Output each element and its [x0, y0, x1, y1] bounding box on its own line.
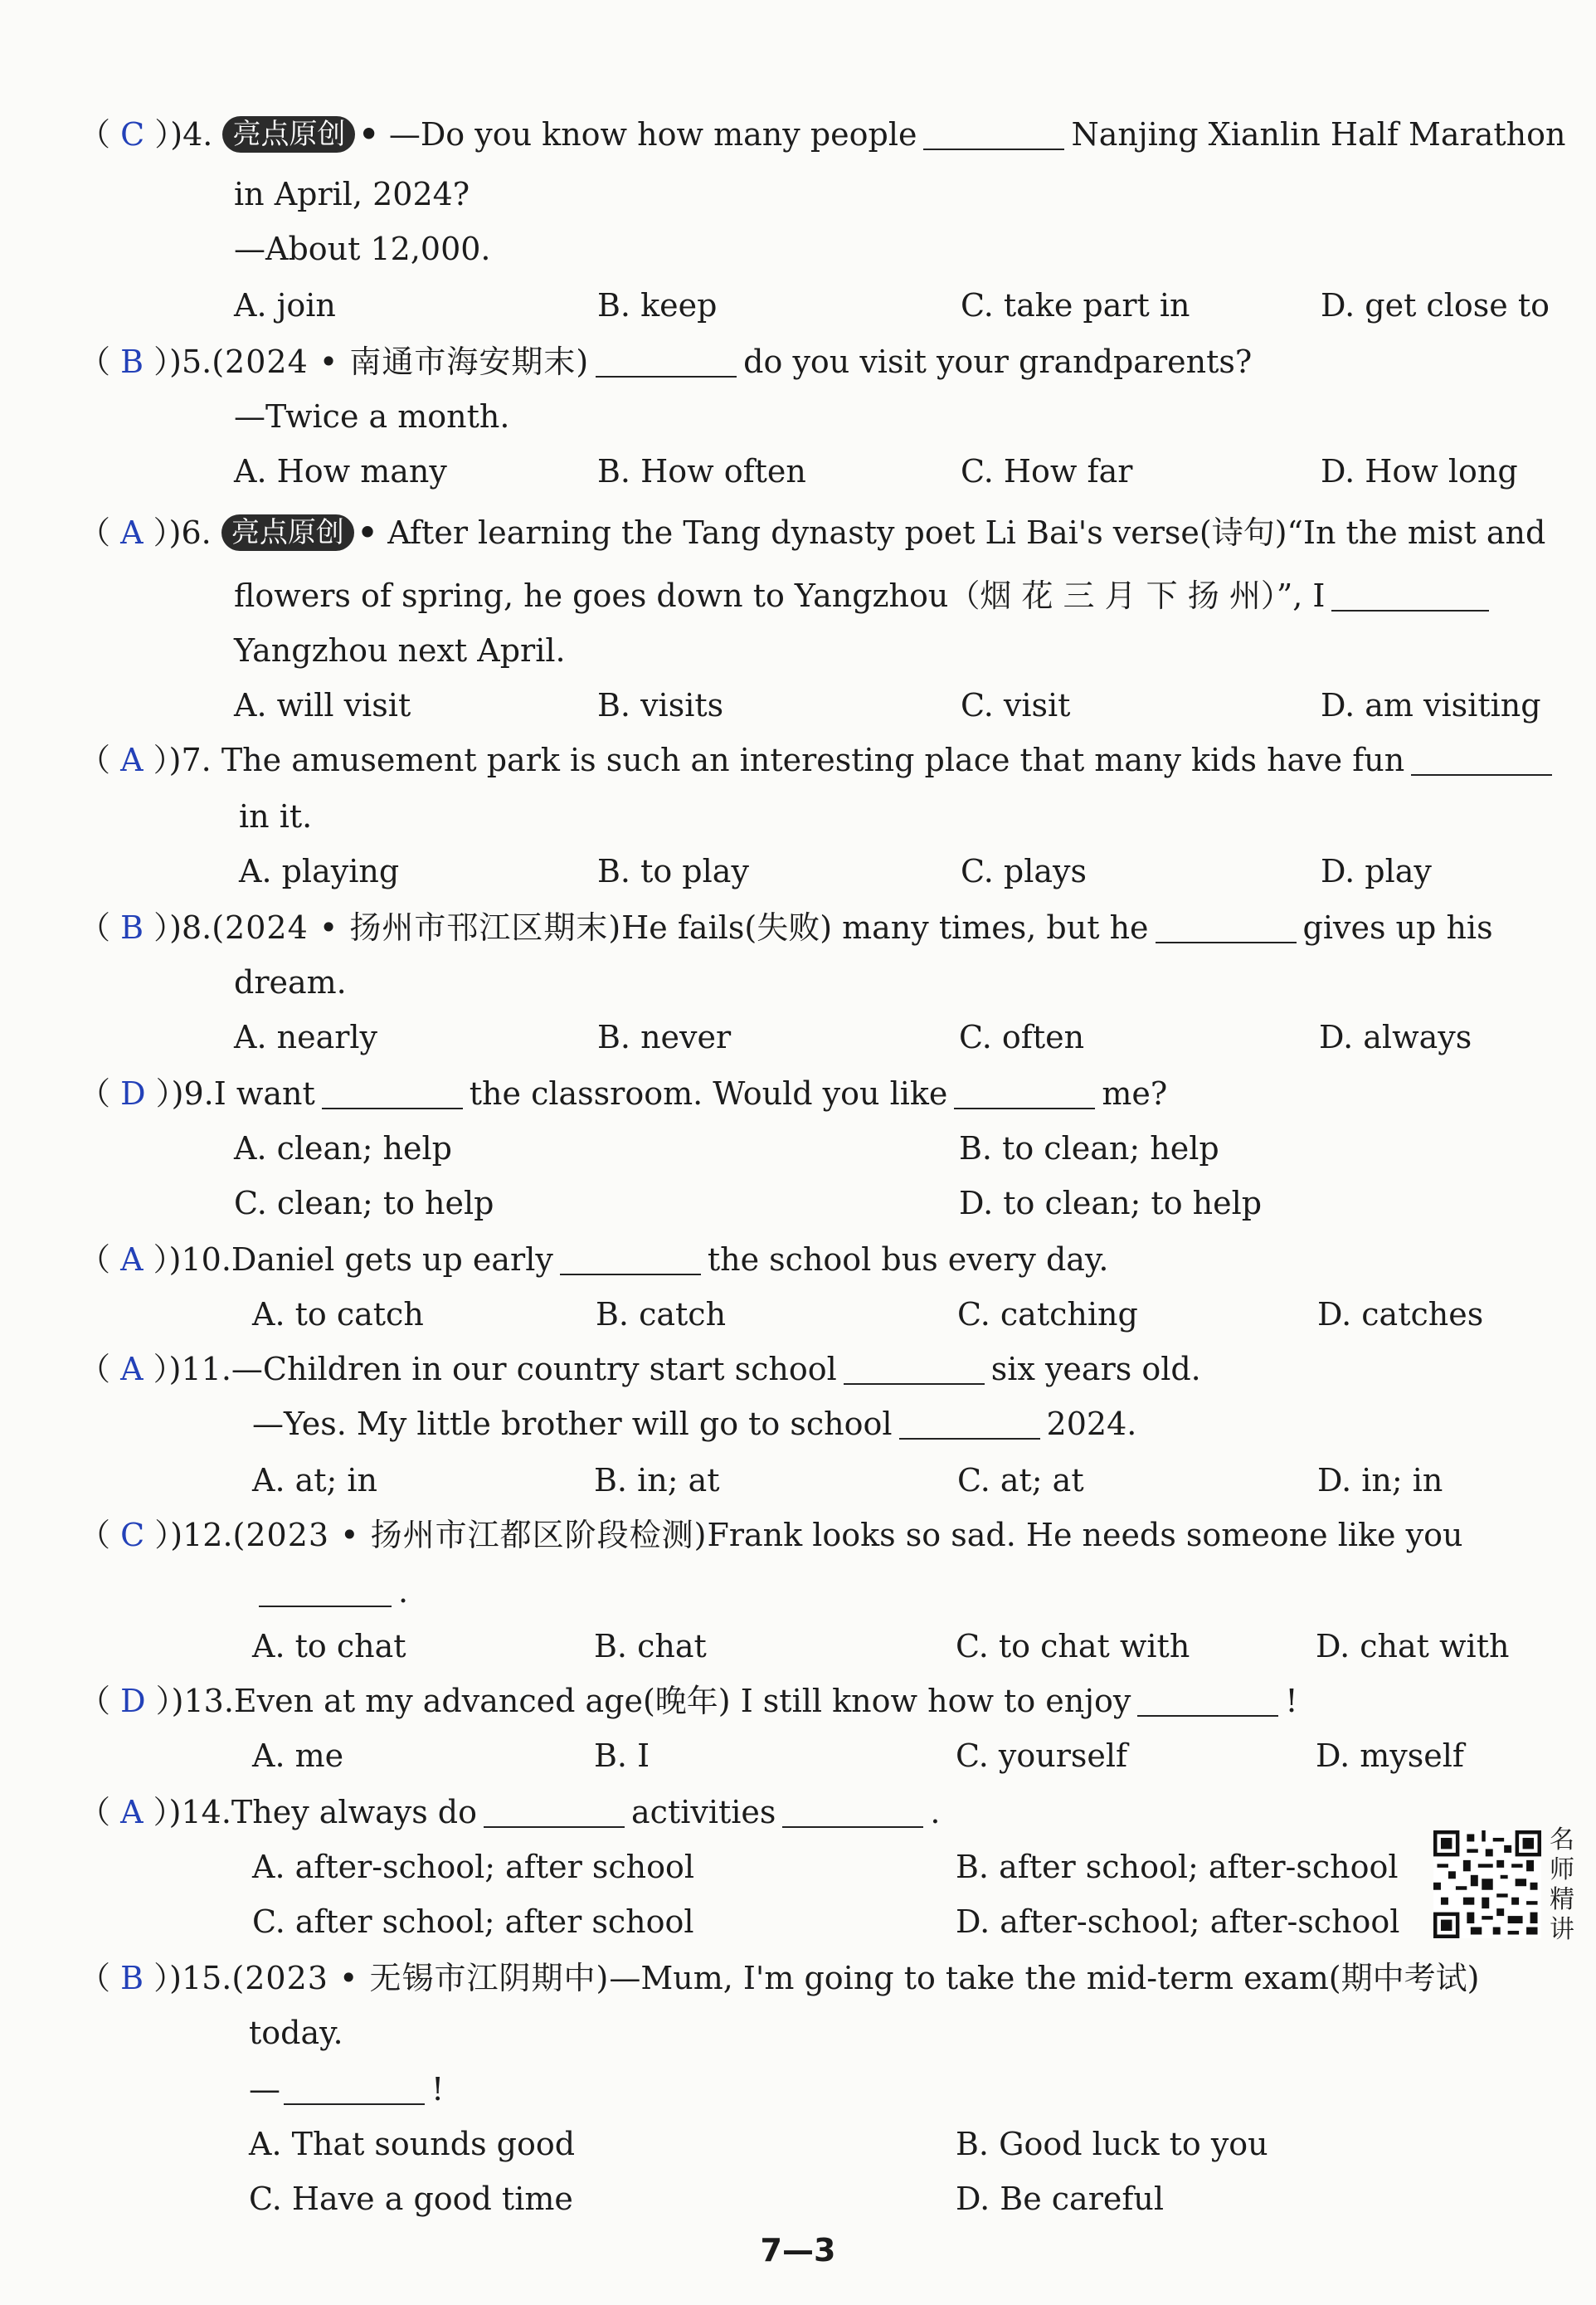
- question-12-line2: .: [252, 1570, 408, 1613]
- option-d[interactable]: D. myself: [1316, 1737, 1464, 1774]
- question-number: )15.: [169, 1960, 232, 1996]
- answer-letter: A: [120, 742, 144, 778]
- option-c[interactable]: C. catching: [957, 1296, 1138, 1333]
- question-number: )5.: [169, 344, 212, 380]
- answer-blank[interactable]: [284, 2070, 425, 2105]
- question-5: （ B ）)5.(2024 • 南通市海安期末) do you visit your grandparents?: [79, 344, 1253, 380]
- option-d[interactable]: D. am visiting: [1321, 687, 1541, 724]
- question-10: （ A ）)10.Daniel gets up early the school bus every day.: [79, 1241, 1109, 1278]
- question-15-line3: — !: [249, 2071, 445, 2108]
- option-c[interactable]: C. yourself: [956, 1737, 1128, 1774]
- option-a[interactable]: A. That sounds good: [249, 2126, 576, 2162]
- answer-letter: A: [120, 1351, 144, 1387]
- question-7: （ A ）)7. The amusement park is such an interesting place that many kids have fun: [79, 738, 1559, 782]
- option-b[interactable]: B. in; at: [594, 1462, 720, 1498]
- question-11: （ A ）)11.—Children in our country start school six years old.: [79, 1351, 1201, 1387]
- option-b[interactable]: B. Good luck to you: [956, 2126, 1268, 2162]
- question-6-line3: Yangzhou next April.: [234, 632, 566, 669]
- question-source: (2024 • 南通市海安期末): [212, 344, 590, 380]
- answer-letter: A: [120, 514, 144, 551]
- question-11-line2: —Yes. My little brother will go to school 2024.: [252, 1406, 1137, 1442]
- question-number: )4.: [170, 116, 213, 153]
- answer-letter: D: [120, 1683, 146, 1719]
- option-b[interactable]: B. chat: [594, 1628, 707, 1664]
- question-number: )11.: [168, 1351, 231, 1387]
- highlight-tag: 亮点原创: [222, 116, 355, 153]
- option-a[interactable]: A. join: [234, 287, 336, 324]
- qr-code-icon[interactable]: [1433, 1830, 1541, 1938]
- question-4-line3: —About 12,000.: [234, 231, 491, 267]
- question-8-line2: dream.: [234, 964, 347, 1001]
- answer-blank[interactable]: [322, 1075, 463, 1109]
- option-d[interactable]: D. catches: [1317, 1296, 1484, 1333]
- question-source: (2023 • 扬州市江都区阶段检测): [232, 1517, 708, 1553]
- question-5-line2: —Twice a month.: [234, 398, 510, 435]
- question-text: —Children in our country start school: [231, 1351, 837, 1387]
- question-4: （ C ）)4. 亮点原创 • —Do you know how many people Nanjing Xianlin Half Marathon: [79, 115, 1566, 153]
- answer-blank[interactable]: [954, 1075, 1095, 1109]
- question-text: After learning the Tang dynasty poet Li Bai's verse(诗句)“In the mist and: [387, 514, 1546, 551]
- option-c[interactable]: C. often: [959, 1019, 1085, 1055]
- option-a[interactable]: A. me: [252, 1737, 344, 1774]
- option-a[interactable]: A. playing: [239, 853, 400, 889]
- answer-letter: A: [120, 1794, 144, 1830]
- question-number: )12.: [170, 1517, 233, 1553]
- question-15: （ B ）)15.(2023 • 无锡市江阴期中)—Mum, I'm going to take the mid-term exam(期中考试): [79, 1960, 1480, 1996]
- answer-letter: D: [120, 1075, 146, 1112]
- answer-letter: C: [120, 116, 145, 153]
- question-12: （ C ）)12.(2023 • 扬州市江都区阶段检测)Frank looks so sad. He needs someone like you: [79, 1517, 1463, 1553]
- option-a[interactable]: A. to catch: [252, 1296, 424, 1333]
- question-9: （ D ）)9.I want the classroom. Would you like me?: [79, 1075, 1168, 1112]
- option-d[interactable]: D. Be careful: [956, 2181, 1165, 2217]
- option-d[interactable]: D. in; in: [1317, 1462, 1443, 1498]
- question-text-cont: Nanjing Xianlin Half Marathon: [1071, 116, 1566, 153]
- option-b[interactable]: B. How often: [597, 453, 806, 490]
- option-c[interactable]: C. take part in: [961, 287, 1190, 324]
- answer-blank[interactable]: [259, 1572, 392, 1607]
- option-a[interactable]: A. nearly: [234, 1019, 378, 1055]
- question-number: )14.: [168, 1794, 231, 1830]
- option-a[interactable]: A. to chat: [252, 1628, 406, 1664]
- option-a[interactable]: A. after-school; after school: [252, 1849, 695, 1885]
- answer-blank[interactable]: [782, 1793, 923, 1828]
- question-6-line2: flowers of spring, he goes down to Yangzhou（烟 花 三 月 下 扬 州）”, I: [234, 574, 1496, 617]
- option-a[interactable]: A. will visit: [234, 687, 411, 724]
- option-a[interactable]: A. How many: [234, 453, 447, 490]
- highlight-tag: 亮点原创: [221, 514, 354, 551]
- question-number: )13.: [171, 1683, 234, 1719]
- answer-letter: A: [120, 1241, 144, 1278]
- option-c[interactable]: C. How far: [961, 453, 1133, 490]
- option-b[interactable]: B. after school; after-school: [956, 1849, 1399, 1885]
- answer-blank[interactable]: [484, 1793, 625, 1828]
- option-b[interactable]: B. I: [594, 1737, 650, 1774]
- option-b[interactable]: B. never: [597, 1019, 732, 1055]
- question-number: )7.: [168, 742, 212, 778]
- question-number: )8.: [169, 909, 212, 946]
- question-number: )9.: [171, 1075, 214, 1112]
- answer-blank[interactable]: [1156, 909, 1297, 943]
- option-d[interactable]: D. after-school; after-school: [956, 1903, 1400, 1940]
- question-14: （ A ）)14.They always do activities .: [79, 1794, 941, 1830]
- option-c[interactable]: C. after school; after school: [252, 1903, 694, 1940]
- question-source: (2023 • 无锡市江阴期中): [231, 1960, 610, 1996]
- option-a[interactable]: A. at; in: [252, 1462, 378, 1498]
- answer-blank[interactable]: [923, 115, 1064, 150]
- question-text: —Mum, I'm going to take the mid-term exam(期中考试): [609, 1960, 1480, 1996]
- question-text: Daniel gets up early: [231, 1241, 553, 1278]
- option-d[interactable]: D. chat with: [1316, 1628, 1510, 1664]
- question-text: Frank looks so sad. He needs someone like you: [707, 1517, 1463, 1553]
- option-c[interactable]: C. visit: [961, 687, 1071, 724]
- question-number: )10.: [168, 1241, 231, 1278]
- question-text: do you visit your grandparents?: [743, 344, 1253, 380]
- option-c[interactable]: C. at; at: [957, 1462, 1084, 1498]
- option-c[interactable]: C. to chat with: [956, 1628, 1190, 1664]
- answer-blank[interactable]: [1137, 1682, 1278, 1717]
- qr-label: 名师精讲: [1550, 1825, 1574, 1944]
- option-a[interactable]: A. clean; help: [234, 1130, 452, 1167]
- option-b[interactable]: B. keep: [597, 287, 718, 324]
- answer-letter: B: [120, 344, 144, 380]
- answer-blank[interactable]: [1411, 741, 1552, 776]
- question-13: （ D ）)13.Even at my advanced age(晚年) I still know how to enjoy !: [79, 1683, 1298, 1719]
- option-c[interactable]: C. clean; to help: [234, 1185, 494, 1221]
- question-7-line2: in it.: [239, 798, 313, 835]
- answer-blank[interactable]: [560, 1240, 701, 1275]
- question-text: I want: [213, 1075, 315, 1112]
- answer-letter: B: [120, 1960, 144, 1996]
- question-text: —Do you know how many people: [388, 116, 917, 153]
- answer-letter: B: [120, 909, 144, 946]
- question-6: （ A ）)6. 亮点原创 • After learning the Tang dynasty poet Li Bai's verse(诗句)“In the mist and: [79, 514, 1546, 551]
- option-c[interactable]: C. Have a good time: [249, 2181, 573, 2217]
- question-text: He fails(失败) many times, but he: [621, 909, 1149, 946]
- question-source: (2024 • 扬州市邗江区期末): [212, 909, 622, 946]
- question-4-line2: in April, 2024?: [234, 176, 470, 212]
- option-b[interactable]: B. catch: [596, 1296, 727, 1333]
- page-number: 7—3: [760, 2232, 836, 2268]
- option-d[interactable]: D. always: [1319, 1019, 1472, 1055]
- option-d[interactable]: D. get close to: [1321, 287, 1550, 324]
- question-number: )6.: [168, 514, 212, 551]
- answer-blank[interactable]: [1331, 577, 1489, 612]
- question-text: They always do: [231, 1794, 478, 1830]
- answer-letter: C: [120, 1517, 145, 1553]
- option-b[interactable]: B. to clean; help: [959, 1130, 1219, 1167]
- answer-blank[interactable]: [596, 343, 737, 378]
- option-d[interactable]: D. How long: [1321, 453, 1518, 490]
- answer-blank[interactable]: [844, 1350, 985, 1385]
- answer-paren: （ C ）: [79, 116, 171, 153]
- question-8: （ B ）)8.(2024 • 扬州市邗江区期末)He fails(失败) many times, but he gives up his: [79, 909, 1493, 946]
- answer-blank[interactable]: [899, 1405, 1040, 1440]
- question-text: The amusement park is such an interesting place that many kids have fun: [221, 742, 1405, 778]
- question-15-line2: today.: [249, 2015, 343, 2051]
- option-d[interactable]: D. to clean; to help: [959, 1185, 1263, 1221]
- question-text: Even at my advanced age(晚年) I still know how to enjoy: [233, 1683, 1131, 1719]
- option-d[interactable]: D. play: [1321, 853, 1432, 889]
- option-b[interactable]: B. to play: [597, 853, 749, 889]
- option-c[interactable]: C. plays: [961, 853, 1087, 889]
- option-b[interactable]: B. visits: [597, 687, 724, 724]
